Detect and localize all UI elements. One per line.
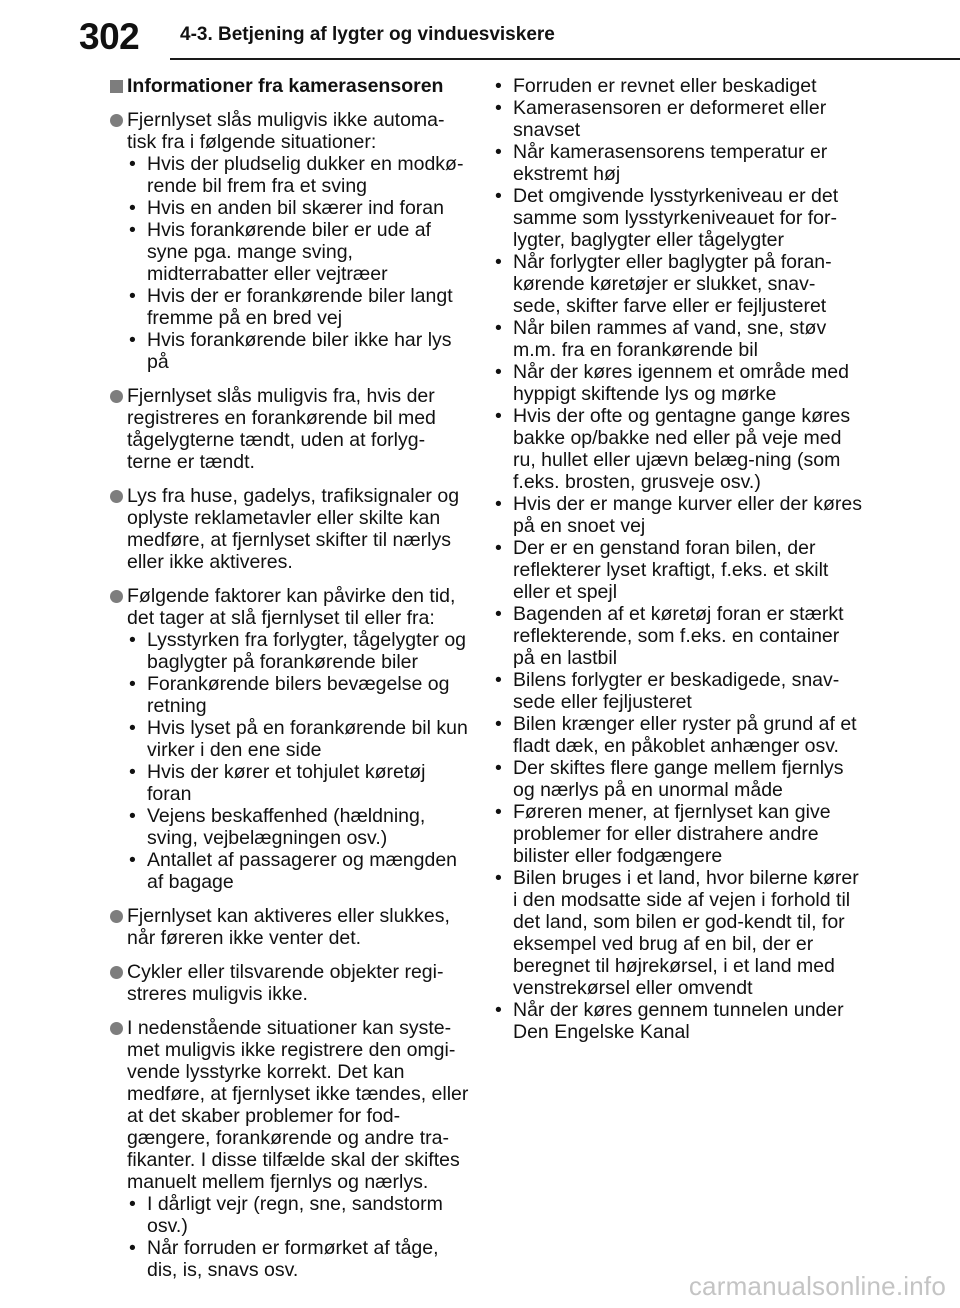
circle-bullet-icon [110, 490, 123, 503]
list-item-text: Hvis der er forankørende biler langt fremme på en bred vej [147, 285, 453, 329]
list-item-text: Hvis en anden bil skærer ind foran [147, 197, 444, 219]
list-item-text: Hvis der ofte og gentagne gange køres bakke op/bakke ned eller på veje med ru, hullet eller ujævn belæg-ning (som f.eks. brosten, grusveje osv.) [513, 405, 851, 493]
bullet-dot-icon: • [495, 75, 502, 97]
list-item [493, 537, 863, 603]
sub-bullet-list [127, 629, 469, 893]
list-item [127, 329, 469, 373]
list-item [493, 185, 863, 251]
bullet-dot-icon: • [495, 999, 502, 1021]
paragraph-text: Fjernlyset slås muligvis ikke automa-tisk fra i følgende situationer: [127, 109, 445, 153]
right-bullet-list [493, 75, 863, 1043]
list-item-text: Når kamerasensorens temperatur er ekstremt høj [513, 141, 828, 185]
list-item [493, 999, 863, 1043]
list-item [493, 405, 863, 493]
list-item [493, 801, 863, 867]
right-column [493, 75, 863, 1043]
footer-watermark-logo: carmanualsonline.info [688, 1271, 946, 1301]
page-number: 302 [79, 16, 140, 57]
bullet-dot-icon: • [129, 197, 136, 219]
list-item-text: Bagenden af et køretøj foran er stærkt reflekterende, som f.eks. en container på en lastbil [513, 603, 844, 669]
paragraph-text: Cykler eller tilsvarende objekter regi-streres muligvis ikke. [127, 961, 444, 1005]
bullet-dot-icon: • [495, 713, 502, 735]
list-item-text: Hvis forankørende biler er ude af syne pga. mange sving, midterrabatter eller vejtræer [147, 219, 431, 285]
list-item [493, 97, 863, 141]
list-item-text: Når der køres gennem tunnelen under Den Engelske Kanal [513, 999, 844, 1043]
list-item [493, 141, 863, 185]
list-item-text: Når forruden er formørket af tåge, dis, is, snavs osv. [147, 1237, 439, 1281]
list-item-text: Føreren mener, at fjernlyset kan give problemer for eller distrahere andre bilister eller fodgængere [513, 801, 831, 867]
list-item [127, 219, 469, 285]
section-title: 4-3. Betjening af lygter og vinduesviskere [180, 24, 555, 45]
bullet-dot-icon: • [129, 805, 136, 827]
list-item [127, 629, 469, 673]
list-item-text: I dårligt vejr (regn, sne, sandstorm osv.) [147, 1193, 443, 1237]
list-item-text: Kamerasensoren er deformeret eller snavset [513, 97, 827, 141]
page-header [0, 0, 960, 72]
paragraph-text: Fjernlyset slås muligvis fra, hvis der registreres en forankørende bil med tågelygterne tændt, uden at forlyg-terne er tændt. [127, 385, 436, 473]
paragraph [97, 385, 469, 473]
bullet-dot-icon: • [495, 251, 502, 273]
circle-bullet-icon [110, 1022, 123, 1035]
sub-bullet-list [127, 153, 469, 373]
block-heading-text: Informationer fra kamerasensoren [127, 75, 444, 97]
square-bullet-icon [110, 80, 123, 93]
list-item-text: Lysstyrken fra forlygter, tågelygter og baglygter på forankørende biler [147, 629, 467, 673]
bullet-dot-icon: • [129, 329, 136, 351]
bullet-dot-icon: • [129, 285, 136, 307]
list-item-text: Hvis forankørende biler ikke har lys på [147, 329, 452, 373]
paragraph-text: I nedenstående situationer kan syste-met muligvis ikke registrere den omgi-vende lysstyrke korrekt. Det kan medføre, at fjernlyset ikke tændes, eller at det skaber problemer for fod-gængere, forankørende og andre tra-fikanter. I disse tilfælde skal der skiftes manuelt mellem fjernlys og nærlys. [127, 1017, 469, 1193]
circle-bullet-icon [110, 966, 123, 979]
list-item [127, 1237, 469, 1281]
list-item-text: Hvis lyset på en forankørende bil kun virker i den ene side [147, 717, 468, 761]
list-item [493, 317, 863, 361]
list-item [493, 603, 863, 669]
list-item [493, 361, 863, 405]
bullet-dot-icon: • [129, 153, 136, 175]
list-item-text: Når der køres igennem et område med hyppigt skiftende lys og mørke [513, 361, 849, 405]
list-item [127, 285, 469, 329]
list-item [127, 849, 469, 893]
list-item [493, 669, 863, 713]
bullet-dot-icon: • [129, 849, 136, 871]
block-heading [97, 75, 469, 97]
bullet-dot-icon: • [495, 801, 502, 823]
list-item-text: Bilen bruges i et land, hvor bilerne kører i den modsatte side af vejen i forhold til det land, som bilen er god-kendt til, for eksempel ved brug af en bil, der er beregnet til højrekørsel, i et land med venstrekørsel eller omvendt [513, 867, 859, 999]
list-item-text: Bilens forlygter er beskadigede, snav-sede eller fejljusteret [513, 669, 840, 713]
list-item-text: Det omgivende lysstyrkeniveau er det samme som lysstyrkeniveauet for for-lygter, baglygter eller tågelygter [513, 185, 839, 251]
bullet-dot-icon: • [495, 405, 502, 427]
bullet-dot-icon: • [129, 761, 136, 783]
header-divider [170, 58, 960, 60]
bullet-dot-icon: • [495, 757, 502, 779]
list-item [127, 153, 469, 197]
bullet-dot-icon: • [129, 1237, 136, 1259]
bullet-dot-icon: • [495, 361, 502, 383]
paragraph [97, 585, 469, 893]
list-item-text: Forruden er revnet eller beskadiget [513, 75, 817, 97]
paragraph-text: Fjernlyset kan aktiveres eller slukkes, når føreren ikke venter det. [127, 905, 450, 949]
bullet-dot-icon: • [495, 317, 502, 339]
paragraph [97, 905, 469, 949]
list-item [127, 673, 469, 717]
circle-bullet-icon [110, 390, 123, 403]
list-item [493, 867, 863, 999]
sub-bullet-list [127, 1193, 469, 1281]
circle-bullet-icon [110, 910, 123, 923]
bullet-dot-icon: • [495, 537, 502, 559]
list-item [493, 713, 863, 757]
left-column [97, 75, 469, 1293]
bullet-dot-icon: • [129, 219, 136, 241]
paragraph-text: Lys fra huse, gadelys, trafiksignaler og oplyste reklametavler eller skilte kan medføre, at fjernlyset skifter til nærlys eller ikke aktiveres. [127, 485, 460, 573]
bullet-dot-icon: • [129, 673, 136, 695]
paragraph [97, 1017, 469, 1281]
list-item [127, 717, 469, 761]
bullet-dot-icon: • [495, 603, 502, 625]
list-item-text: Hvis der pludselig dukker en modkø-rende bil frem fra et sving [147, 153, 464, 197]
bullet-dot-icon: • [495, 185, 502, 207]
paragraph [97, 961, 469, 1005]
list-item-text: Forankørende bilers bevægelse og retning [147, 673, 450, 717]
bullet-dot-icon: • [495, 141, 502, 163]
bullet-dot-icon: • [495, 867, 502, 889]
list-item-text: Hvis der er mange kurver eller der køres på en snoet vej [513, 493, 862, 537]
bullet-dot-icon: • [129, 629, 136, 651]
list-item [493, 493, 863, 537]
list-item-text: Der er en genstand foran bilen, der reflekterer lyset kraftigt, f.eks. et skilt eller et spejl [513, 537, 829, 603]
bullet-dot-icon: • [129, 717, 136, 739]
list-item-text: Når bilen rammes af vand, sne, støv m.m. fra en forankørende bil [513, 317, 827, 361]
list-item-text: Bilen krænger eller ryster på grund af et fladt dæk, en påkoblet anhænger osv. [513, 713, 857, 757]
paragraph-text: Følgende faktorer kan påvirke den tid, det tager at slå fjernlyset til eller fra: [127, 585, 456, 629]
list-item-text: Antallet af passagerer og mængden af bagage [147, 849, 458, 893]
list-item-text: Vejens beskaffenhed (hældning, sving, vejbelægningen osv.) [147, 805, 426, 849]
list-item-text: Når forlygter eller baglygter på foran-kørende køretøjer er slukket, snav-sede, skifter farve eller er fejljusteret [513, 251, 832, 317]
list-item-text: Der skiftes flere gange mellem fjernlys og nærlys på en unormal måde [513, 757, 844, 801]
list-item [493, 251, 863, 317]
circle-bullet-icon [110, 590, 123, 603]
bullet-dot-icon: • [495, 97, 502, 119]
paragraph [97, 485, 469, 573]
paragraph [97, 109, 469, 373]
bullet-dot-icon: • [129, 1193, 136, 1215]
list-item [493, 757, 863, 801]
list-item [127, 1193, 469, 1237]
bullet-dot-icon: • [495, 669, 502, 691]
list-item [127, 805, 469, 849]
list-item [493, 75, 863, 97]
bullet-dot-icon: • [495, 493, 502, 515]
circle-bullet-icon [110, 114, 123, 127]
list-item-text: Hvis der kører et tohjulet køretøj foran [147, 761, 426, 805]
list-item [127, 197, 469, 219]
list-item [127, 761, 469, 805]
